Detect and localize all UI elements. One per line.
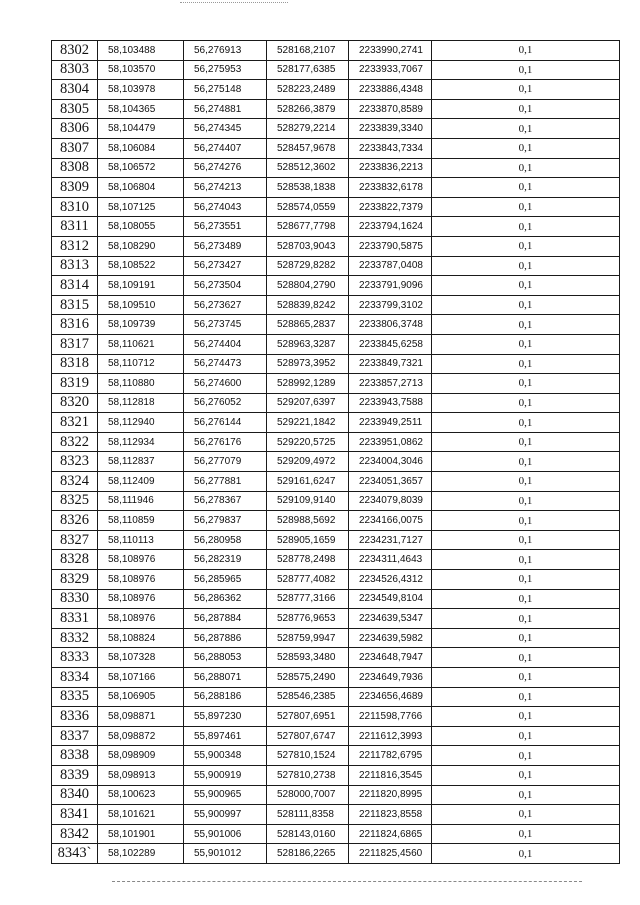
latitude-cell: 58,112409 bbox=[98, 472, 184, 492]
accuracy-value-cell: 0,1 bbox=[432, 550, 620, 570]
table-row bbox=[52, 511, 620, 531]
longitude-cell: 55,897461 bbox=[184, 726, 267, 746]
accuracy-value-cell: 0,1 bbox=[432, 844, 620, 864]
table-row bbox=[52, 413, 620, 433]
longitude-cell: 56,275953 bbox=[184, 60, 267, 80]
longitude-cell: 56,277079 bbox=[184, 452, 267, 472]
x-coordinate-cell: 528168,2107 bbox=[267, 41, 349, 61]
x-coordinate-cell: 527810,1524 bbox=[267, 746, 349, 766]
accuracy-value-cell: 0,1 bbox=[432, 99, 620, 119]
table-row bbox=[52, 844, 620, 864]
accuracy-value-cell: 0,1 bbox=[432, 805, 620, 825]
accuracy-value-cell: 0,1 bbox=[432, 334, 620, 354]
x-coordinate-cell: 528574,0559 bbox=[267, 197, 349, 217]
longitude-cell: 56,287884 bbox=[184, 609, 267, 629]
y-coordinate-cell: 2234166,0075 bbox=[349, 511, 432, 531]
y-coordinate-cell: 2233822,7379 bbox=[349, 197, 432, 217]
latitude-cell: 58,108976 bbox=[98, 589, 184, 609]
accuracy-value-cell: 0,1 bbox=[432, 628, 620, 648]
y-coordinate-cell: 2211820,8995 bbox=[349, 785, 432, 805]
x-coordinate-cell: 529207,6397 bbox=[267, 393, 349, 413]
y-coordinate-cell: 2234526,4312 bbox=[349, 570, 432, 590]
accuracy-value-cell: 0,1 bbox=[432, 472, 620, 492]
point-number-cell: 8305 bbox=[52, 99, 98, 119]
latitude-cell: 58,098872 bbox=[98, 726, 184, 746]
latitude-cell: 58,108824 bbox=[98, 628, 184, 648]
point-number-cell: 8313 bbox=[52, 256, 98, 276]
x-coordinate-cell: 527807,6951 bbox=[267, 707, 349, 727]
table-row bbox=[52, 158, 620, 178]
x-coordinate-cell: 528973,3952 bbox=[267, 354, 349, 374]
y-coordinate-cell: 2233799,3102 bbox=[349, 295, 432, 315]
point-number-cell: 8320 bbox=[52, 393, 98, 413]
table-row bbox=[52, 824, 620, 844]
y-coordinate-cell: 2211816,3545 bbox=[349, 765, 432, 785]
accuracy-value-cell: 0,1 bbox=[432, 785, 620, 805]
x-coordinate-cell: 529161,6247 bbox=[267, 472, 349, 492]
point-number-cell: 8329 bbox=[52, 570, 98, 590]
table-row bbox=[52, 707, 620, 727]
table-row bbox=[52, 472, 620, 492]
longitude-cell: 56,274404 bbox=[184, 334, 267, 354]
latitude-cell: 58,106084 bbox=[98, 138, 184, 158]
y-coordinate-cell: 2234311,4643 bbox=[349, 550, 432, 570]
bottom-divider-line bbox=[112, 881, 582, 882]
longitude-cell: 56,274345 bbox=[184, 119, 267, 139]
table-row bbox=[52, 374, 620, 394]
x-coordinate-cell: 528865,2837 bbox=[267, 315, 349, 335]
accuracy-value-cell: 0,1 bbox=[432, 765, 620, 785]
longitude-cell: 56,278367 bbox=[184, 491, 267, 511]
accuracy-value-cell: 0,1 bbox=[432, 138, 620, 158]
point-number-cell: 8316 bbox=[52, 315, 98, 335]
y-coordinate-cell: 2211824,6865 bbox=[349, 824, 432, 844]
longitude-cell: 56,273627 bbox=[184, 295, 267, 315]
table-row bbox=[52, 785, 620, 805]
longitude-cell: 56,276176 bbox=[184, 432, 267, 452]
point-number-cell: 8302 bbox=[52, 41, 98, 61]
y-coordinate-cell: 2211782,6795 bbox=[349, 746, 432, 766]
x-coordinate-cell: 528538,1838 bbox=[267, 178, 349, 198]
accuracy-value-cell: 0,1 bbox=[432, 80, 620, 100]
table-row bbox=[52, 589, 620, 609]
point-number-cell: 8324 bbox=[52, 472, 98, 492]
table-row bbox=[52, 726, 620, 746]
latitude-cell: 58,107166 bbox=[98, 668, 184, 688]
y-coordinate-cell: 2234639,5347 bbox=[349, 609, 432, 629]
latitude-cell: 58,107125 bbox=[98, 197, 184, 217]
x-coordinate-cell: 528839,8242 bbox=[267, 295, 349, 315]
accuracy-value-cell: 0,1 bbox=[432, 256, 620, 276]
latitude-cell: 58,104365 bbox=[98, 99, 184, 119]
longitude-cell: 56,274881 bbox=[184, 99, 267, 119]
point-number-cell: 8322 bbox=[52, 432, 98, 452]
point-number-cell: 8303 bbox=[52, 60, 98, 80]
table-row bbox=[52, 138, 620, 158]
longitude-cell: 56,274473 bbox=[184, 354, 267, 374]
point-number-cell: 8312 bbox=[52, 236, 98, 256]
point-number-cell: 8307 bbox=[52, 138, 98, 158]
x-coordinate-cell: 528777,3166 bbox=[267, 589, 349, 609]
x-coordinate-cell: 528593,3480 bbox=[267, 648, 349, 668]
point-number-cell: 8306 bbox=[52, 119, 98, 139]
point-number-cell: 8314 bbox=[52, 276, 98, 296]
latitude-cell: 58,108976 bbox=[98, 609, 184, 629]
table-row bbox=[52, 432, 620, 452]
x-coordinate-cell: 528000,7007 bbox=[267, 785, 349, 805]
latitude-cell: 58,112837 bbox=[98, 452, 184, 472]
x-coordinate-cell: 528804,2790 bbox=[267, 276, 349, 296]
x-coordinate-cell: 528279,2214 bbox=[267, 119, 349, 139]
latitude-cell: 58,112934 bbox=[98, 432, 184, 452]
point-number-cell: 8330 bbox=[52, 589, 98, 609]
latitude-cell: 58,108976 bbox=[98, 570, 184, 590]
longitude-cell: 56,285965 bbox=[184, 570, 267, 590]
y-coordinate-cell: 2233839,3340 bbox=[349, 119, 432, 139]
accuracy-value-cell: 0,1 bbox=[432, 511, 620, 531]
latitude-cell: 58,110880 bbox=[98, 374, 184, 394]
accuracy-value-cell: 0,1 bbox=[432, 354, 620, 374]
y-coordinate-cell: 2233886,4348 bbox=[349, 80, 432, 100]
latitude-cell: 58,101901 bbox=[98, 824, 184, 844]
longitude-cell: 56,273745 bbox=[184, 315, 267, 335]
y-coordinate-cell: 2211612,3993 bbox=[349, 726, 432, 746]
longitude-cell: 56,275148 bbox=[184, 80, 267, 100]
accuracy-value-cell: 0,1 bbox=[432, 60, 620, 80]
latitude-cell: 58,111946 bbox=[98, 491, 184, 511]
point-number-cell: 8340 bbox=[52, 785, 98, 805]
y-coordinate-cell: 2233794,1624 bbox=[349, 217, 432, 237]
point-number-cell: 8304 bbox=[52, 80, 98, 100]
accuracy-value-cell: 0,1 bbox=[432, 119, 620, 139]
y-coordinate-cell: 2234079,8039 bbox=[349, 491, 432, 511]
y-coordinate-cell: 2234649,7936 bbox=[349, 668, 432, 688]
point-number-cell: 8308 bbox=[52, 158, 98, 178]
latitude-cell: 58,103978 bbox=[98, 80, 184, 100]
longitude-cell: 56,274276 bbox=[184, 158, 267, 178]
longitude-cell: 55,897230 bbox=[184, 707, 267, 727]
accuracy-value-cell: 0,1 bbox=[432, 393, 620, 413]
point-number-cell: 8337 bbox=[52, 726, 98, 746]
latitude-cell: 58,103570 bbox=[98, 60, 184, 80]
accuracy-value-cell: 0,1 bbox=[432, 295, 620, 315]
table-row bbox=[52, 41, 620, 61]
y-coordinate-cell: 2234231,7127 bbox=[349, 530, 432, 550]
longitude-cell: 55,901006 bbox=[184, 824, 267, 844]
x-coordinate-cell: 528777,4082 bbox=[267, 570, 349, 590]
point-number-cell: 8332 bbox=[52, 628, 98, 648]
point-number-cell: 8335 bbox=[52, 687, 98, 707]
latitude-cell: 58,109739 bbox=[98, 315, 184, 335]
latitude-cell: 58,098913 bbox=[98, 765, 184, 785]
table-row bbox=[52, 236, 620, 256]
accuracy-value-cell: 0,1 bbox=[432, 276, 620, 296]
latitude-cell: 58,108055 bbox=[98, 217, 184, 237]
longitude-cell: 56,274407 bbox=[184, 138, 267, 158]
y-coordinate-cell: 2211598,7766 bbox=[349, 707, 432, 727]
table-row bbox=[52, 354, 620, 374]
y-coordinate-cell: 2233806,3748 bbox=[349, 315, 432, 335]
point-number-cell: 8333 bbox=[52, 648, 98, 668]
latitude-cell: 58,109510 bbox=[98, 295, 184, 315]
x-coordinate-cell: 528988,5692 bbox=[267, 511, 349, 531]
y-coordinate-cell: 2233849,7321 bbox=[349, 354, 432, 374]
latitude-cell: 58,110621 bbox=[98, 334, 184, 354]
x-coordinate-cell: 529221,1842 bbox=[267, 413, 349, 433]
table-row bbox=[52, 334, 620, 354]
latitude-cell: 58,109191 bbox=[98, 276, 184, 296]
longitude-cell: 56,279837 bbox=[184, 511, 267, 531]
table-row bbox=[52, 256, 620, 276]
longitude-cell: 56,274213 bbox=[184, 178, 267, 198]
y-coordinate-cell: 2233845,6258 bbox=[349, 334, 432, 354]
x-coordinate-cell: 529209,4972 bbox=[267, 452, 349, 472]
longitude-cell: 56,274043 bbox=[184, 197, 267, 217]
point-number-cell: 8331 bbox=[52, 609, 98, 629]
table-row bbox=[52, 687, 620, 707]
latitude-cell: 58,106572 bbox=[98, 158, 184, 178]
y-coordinate-cell: 2211823,8558 bbox=[349, 805, 432, 825]
point-number-cell: 8343` bbox=[52, 844, 98, 864]
y-coordinate-cell: 2233870,8589 bbox=[349, 99, 432, 119]
latitude-cell: 58,108522 bbox=[98, 256, 184, 276]
table-row bbox=[52, 99, 620, 119]
accuracy-value-cell: 0,1 bbox=[432, 315, 620, 335]
latitude-cell: 58,101621 bbox=[98, 805, 184, 825]
accuracy-value-cell: 0,1 bbox=[432, 589, 620, 609]
y-coordinate-cell: 2233843,7334 bbox=[349, 138, 432, 158]
latitude-cell: 58,112940 bbox=[98, 413, 184, 433]
longitude-cell: 56,273427 bbox=[184, 256, 267, 276]
x-coordinate-cell: 528905,1659 bbox=[267, 530, 349, 550]
point-number-cell: 8321 bbox=[52, 413, 98, 433]
top-divider-line bbox=[180, 2, 288, 3]
table-row bbox=[52, 628, 620, 648]
y-coordinate-cell: 2234656,4689 bbox=[349, 687, 432, 707]
table-row bbox=[52, 393, 620, 413]
x-coordinate-cell: 528457,9678 bbox=[267, 138, 349, 158]
x-coordinate-cell: 528992,1289 bbox=[267, 374, 349, 394]
accuracy-value-cell: 0,1 bbox=[432, 178, 620, 198]
accuracy-value-cell: 0,1 bbox=[432, 158, 620, 178]
accuracy-value-cell: 0,1 bbox=[432, 570, 620, 590]
point-number-cell: 8339 bbox=[52, 765, 98, 785]
x-coordinate-cell: 528143,0160 bbox=[267, 824, 349, 844]
accuracy-value-cell: 0,1 bbox=[432, 236, 620, 256]
x-coordinate-cell: 528111,8358 bbox=[267, 805, 349, 825]
accuracy-value-cell: 0,1 bbox=[432, 41, 620, 61]
longitude-cell: 56,288071 bbox=[184, 668, 267, 688]
longitude-cell: 55,900919 bbox=[184, 765, 267, 785]
longitude-cell: 55,900348 bbox=[184, 746, 267, 766]
longitude-cell: 56,273489 bbox=[184, 236, 267, 256]
y-coordinate-cell: 2233949,2511 bbox=[349, 413, 432, 433]
x-coordinate-cell: 528963,3287 bbox=[267, 334, 349, 354]
table-row bbox=[52, 295, 620, 315]
point-number-cell: 8328 bbox=[52, 550, 98, 570]
table-row bbox=[52, 217, 620, 237]
y-coordinate-cell: 2233933,7067 bbox=[349, 60, 432, 80]
x-coordinate-cell: 528575,2490 bbox=[267, 668, 349, 688]
longitude-cell: 56,287886 bbox=[184, 628, 267, 648]
y-coordinate-cell: 2233787,0408 bbox=[349, 256, 432, 276]
x-coordinate-cell: 528512,3602 bbox=[267, 158, 349, 178]
latitude-cell: 58,110712 bbox=[98, 354, 184, 374]
accuracy-value-cell: 0,1 bbox=[432, 687, 620, 707]
latitude-cell: 58,098909 bbox=[98, 746, 184, 766]
latitude-cell: 58,103488 bbox=[98, 41, 184, 61]
accuracy-value-cell: 0,1 bbox=[432, 452, 620, 472]
accuracy-value-cell: 0,1 bbox=[432, 609, 620, 629]
point-number-cell: 8319 bbox=[52, 374, 98, 394]
point-number-cell: 8318 bbox=[52, 354, 98, 374]
point-number-cell: 8317 bbox=[52, 334, 98, 354]
table-row bbox=[52, 570, 620, 590]
table-row bbox=[52, 805, 620, 825]
x-coordinate-cell: 529220,5725 bbox=[267, 432, 349, 452]
accuracy-value-cell: 0,1 bbox=[432, 824, 620, 844]
point-number-cell: 8326 bbox=[52, 511, 98, 531]
longitude-cell: 56,276913 bbox=[184, 41, 267, 61]
latitude-cell: 58,098871 bbox=[98, 707, 184, 727]
table-row bbox=[52, 530, 620, 550]
accuracy-value-cell: 0,1 bbox=[432, 726, 620, 746]
latitude-cell: 58,110113 bbox=[98, 530, 184, 550]
y-coordinate-cell: 2233791,9096 bbox=[349, 276, 432, 296]
x-coordinate-cell: 528266,3879 bbox=[267, 99, 349, 119]
accuracy-value-cell: 0,1 bbox=[432, 413, 620, 433]
table-row bbox=[52, 648, 620, 668]
table-row bbox=[52, 550, 620, 570]
x-coordinate-cell: 528729,8282 bbox=[267, 256, 349, 276]
x-coordinate-cell: 528223,2489 bbox=[267, 80, 349, 100]
longitude-cell: 56,273504 bbox=[184, 276, 267, 296]
longitude-cell: 55,900997 bbox=[184, 805, 267, 825]
table-row bbox=[52, 765, 620, 785]
longitude-cell: 56,277881 bbox=[184, 472, 267, 492]
point-number-cell: 8338 bbox=[52, 746, 98, 766]
latitude-cell: 58,110859 bbox=[98, 511, 184, 531]
x-coordinate-cell: 528776,9653 bbox=[267, 609, 349, 629]
latitude-cell: 58,108290 bbox=[98, 236, 184, 256]
point-number-cell: 8309 bbox=[52, 178, 98, 198]
table-row bbox=[52, 315, 620, 335]
x-coordinate-cell: 527807,6747 bbox=[267, 726, 349, 746]
y-coordinate-cell: 2233857,2713 bbox=[349, 374, 432, 394]
y-coordinate-cell: 2233836,2213 bbox=[349, 158, 432, 178]
latitude-cell: 58,112818 bbox=[98, 393, 184, 413]
latitude-cell: 58,107328 bbox=[98, 648, 184, 668]
point-number-cell: 8341 bbox=[52, 805, 98, 825]
longitude-cell: 56,286362 bbox=[184, 589, 267, 609]
table-row bbox=[52, 178, 620, 198]
table-body bbox=[52, 41, 620, 864]
table-row bbox=[52, 609, 620, 629]
table-row bbox=[52, 276, 620, 296]
accuracy-value-cell: 0,1 bbox=[432, 197, 620, 217]
accuracy-value-cell: 0,1 bbox=[432, 374, 620, 394]
point-number-cell: 8334 bbox=[52, 668, 98, 688]
y-coordinate-cell: 2233832,6178 bbox=[349, 178, 432, 198]
x-coordinate-cell: 528759,9947 bbox=[267, 628, 349, 648]
longitude-cell: 56,276144 bbox=[184, 413, 267, 433]
point-number-cell: 8342 bbox=[52, 824, 98, 844]
longitude-cell: 55,900965 bbox=[184, 785, 267, 805]
point-number-cell: 8315 bbox=[52, 295, 98, 315]
y-coordinate-cell: 2233951,0862 bbox=[349, 432, 432, 452]
point-number-cell: 8311 bbox=[52, 217, 98, 237]
longitude-cell: 56,282319 bbox=[184, 550, 267, 570]
y-coordinate-cell: 2211825,4560 bbox=[349, 844, 432, 864]
longitude-cell: 56,274600 bbox=[184, 374, 267, 394]
x-coordinate-cell: 528677,7798 bbox=[267, 217, 349, 237]
longitude-cell: 56,280958 bbox=[184, 530, 267, 550]
y-coordinate-cell: 2234004,3046 bbox=[349, 452, 432, 472]
table-row bbox=[52, 491, 620, 511]
accuracy-value-cell: 0,1 bbox=[432, 432, 620, 452]
y-coordinate-cell: 2234051,3657 bbox=[349, 472, 432, 492]
table-row bbox=[52, 60, 620, 80]
longitude-cell: 56,276052 bbox=[184, 393, 267, 413]
accuracy-value-cell: 0,1 bbox=[432, 746, 620, 766]
longitude-cell: 56,273551 bbox=[184, 217, 267, 237]
x-coordinate-cell: 528186,2265 bbox=[267, 844, 349, 864]
table-row bbox=[52, 746, 620, 766]
longitude-cell: 56,288186 bbox=[184, 687, 267, 707]
x-coordinate-cell: 529109,9140 bbox=[267, 491, 349, 511]
y-coordinate-cell: 2234648,7947 bbox=[349, 648, 432, 668]
latitude-cell: 58,100623 bbox=[98, 785, 184, 805]
table-row bbox=[52, 668, 620, 688]
table-row bbox=[52, 197, 620, 217]
y-coordinate-cell: 2234639,5982 bbox=[349, 628, 432, 648]
table-row bbox=[52, 80, 620, 100]
x-coordinate-cell: 527810,2738 bbox=[267, 765, 349, 785]
latitude-cell: 58,106804 bbox=[98, 178, 184, 198]
latitude-cell: 58,102289 bbox=[98, 844, 184, 864]
longitude-cell: 55,901012 bbox=[184, 844, 267, 864]
y-coordinate-cell: 2233790,5875 bbox=[349, 236, 432, 256]
accuracy-value-cell: 0,1 bbox=[432, 648, 620, 668]
table-row bbox=[52, 119, 620, 139]
table-row bbox=[52, 452, 620, 472]
point-number-cell: 8325 bbox=[52, 491, 98, 511]
coordinates-table bbox=[51, 40, 620, 864]
x-coordinate-cell: 528778,2498 bbox=[267, 550, 349, 570]
point-number-cell: 8336 bbox=[52, 707, 98, 727]
latitude-cell: 58,104479 bbox=[98, 119, 184, 139]
point-number-cell: 8310 bbox=[52, 197, 98, 217]
y-coordinate-cell: 2234549,8104 bbox=[349, 589, 432, 609]
accuracy-value-cell: 0,1 bbox=[432, 707, 620, 727]
accuracy-value-cell: 0,1 bbox=[432, 217, 620, 237]
longitude-cell: 56,288053 bbox=[184, 648, 267, 668]
x-coordinate-cell: 528546,2385 bbox=[267, 687, 349, 707]
accuracy-value-cell: 0,1 bbox=[432, 530, 620, 550]
point-number-cell: 8327 bbox=[52, 530, 98, 550]
y-coordinate-cell: 2233943,7588 bbox=[349, 393, 432, 413]
y-coordinate-cell: 2233990,2741 bbox=[349, 41, 432, 61]
accuracy-value-cell: 0,1 bbox=[432, 668, 620, 688]
latitude-cell: 58,106905 bbox=[98, 687, 184, 707]
accuracy-value-cell: 0,1 bbox=[432, 491, 620, 511]
x-coordinate-cell: 528177,6385 bbox=[267, 60, 349, 80]
point-number-cell: 8323 bbox=[52, 452, 98, 472]
latitude-cell: 58,108976 bbox=[98, 550, 184, 570]
x-coordinate-cell: 528703,9043 bbox=[267, 236, 349, 256]
